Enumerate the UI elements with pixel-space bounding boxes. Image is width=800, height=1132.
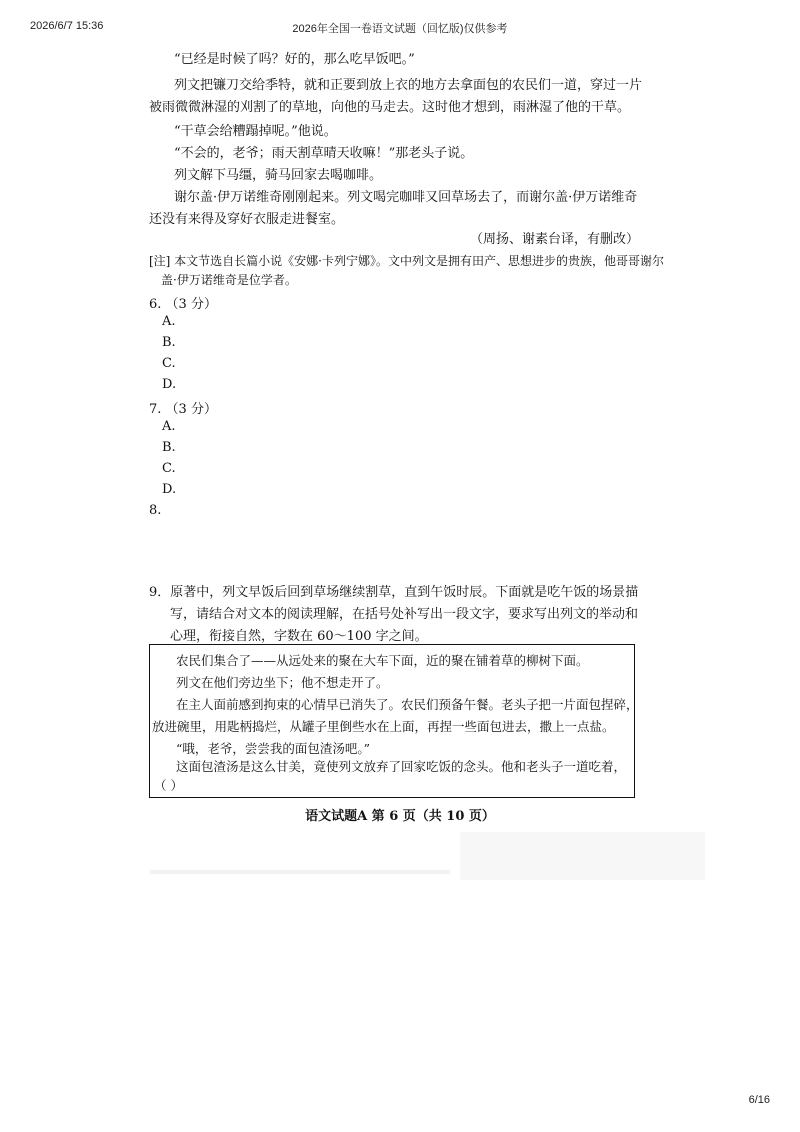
answer-box-line: 放进碗里，用匙柄捣烂，从罐子里倒些水在上面，再捏一些面包进去，撒上一点盐。 (152, 719, 615, 734)
passage-line: 被雨微微淋湿的刈割了的草地，向他的马走去。这时他才想到，雨淋湿了他的干草。 (149, 100, 631, 115)
page-number-footer: 语文试题A 第 6 页（共 10 页） (305, 809, 495, 824)
page-indicator: 6/16 (748, 1094, 770, 1106)
answer-box-line: 在主人面前感到拘束的心情早已消失了。农民们预备午餐。老头子把一片面包捏碎， (176, 697, 639, 712)
question-9-line: 写，请结合对文本的阅读理解，在括号处补写出一段文字，要求写出列文的举动和 (170, 607, 639, 622)
passage-attribution: （周扬、谢素台译，有删改） (470, 232, 640, 247)
question-7-label: 7. （3 分） (149, 402, 217, 417)
footnote-line: [注] 本文节选自长篇小说《安娜·卡列宁娜》。文中列文是拥有田产、思想进步的贵族，他哥哥谢尔 (149, 254, 664, 268)
q6-option-d: D. (162, 377, 177, 392)
answer-box (149, 644, 639, 798)
q7-option-d: D. (162, 482, 177, 497)
q7-option-c: C. (162, 461, 176, 476)
q7-option-a: A. (162, 419, 176, 434)
scan-smudge (460, 832, 705, 880)
q6-option-c: C. (162, 356, 176, 371)
footnote-line: 盖·伊万诺维奇是位学者。 (161, 273, 297, 287)
question-9-line: 心理，衔接自然，字数在 60～100 字之间。 (170, 629, 428, 644)
passage-line: “已经是时候了吗？好的，那么吃早饭吧。” (174, 52, 415, 67)
q6-option-b: B. (162, 335, 176, 350)
q7-option-b: B. (162, 440, 176, 455)
answer-blank: （ ） (154, 778, 183, 793)
answer-box-line: “哦，老爷，尝尝我的面包渣汤吧。” (176, 741, 371, 756)
q6-option-a: A. (162, 314, 176, 329)
passage-line: 列文解下马缰，骑马回家去喝咖啡。 (174, 168, 383, 183)
answer-box-line: 农民们集合了——从远处来的聚在大车下面，近的聚在铺着草的柳树下面。 (176, 653, 589, 668)
passage-line: 还没有来得及穿好衣服走进餐室。 (149, 212, 345, 227)
passage-line: 列文把镰刀交给季特，就和正要到放上衣的地方去拿面包的农民们一道，穿过一片 (174, 78, 643, 93)
document-title: 2026年全国一卷语文试题（回忆版)仅供参考 (292, 23, 508, 35)
scan-smudge (150, 870, 450, 874)
answer-box-line: 这面包渣汤是这么甘美，竟使列文放弃了回家吃饭的念头。他和老头子一道吃着， (176, 759, 627, 774)
answer-box-line: 列文在他们旁边坐下；他不想走开了。 (176, 675, 389, 690)
print-timestamp: 2026/6/7 15:36 (30, 20, 104, 32)
passage-line: “干草会给糟蹋掉呢。”他说。 (174, 124, 337, 139)
passage-line: “不会的，老爷；雨天割草晴天收嘛！”那老头子说。 (174, 146, 474, 161)
passage-line: 谢尔盖·伊万诺维奇刚刚起来。列文喝完咖啡又回草场去了，而谢尔盖·伊万诺维奇 (174, 190, 638, 205)
question-8-label: 8. (149, 503, 162, 518)
question-6-label: 6. （3 分） (149, 297, 217, 312)
question-9-line: 9．原著中，列文早饭后回到草场继续割草，直到午饭时辰。下面就是吃午饭的场景描 (149, 585, 639, 600)
